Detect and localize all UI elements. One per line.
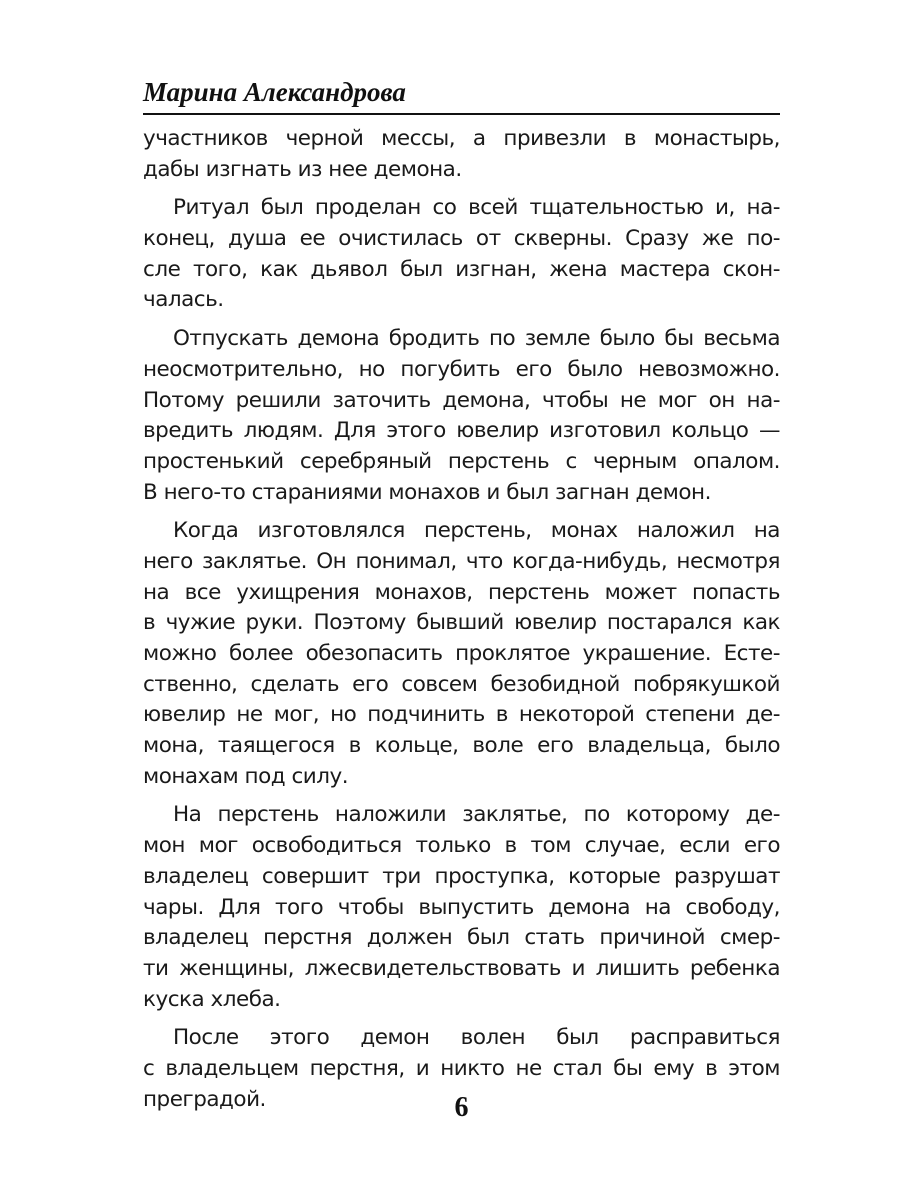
paragraph [143,124,780,185]
text-line: владелец перстня должен был стать причиной смер- [143,925,780,951]
text-line: чалась. [143,287,224,313]
text-line: вредить людям. Для этого ювелир изготовил кольцо — [143,418,780,444]
text-line: Отпускать демона бродить по земле было бы весьма [173,326,780,352]
running-head-author: Марина Александрова [143,77,406,107]
text-line: ственно, сделать его совсем безобидной побрякушкой [143,671,780,697]
text-line: На перстень наложили заклятье, по которому де- [173,802,780,828]
text-line: в чужие руки. Поэтому бывший ювелир постарался как [143,610,780,636]
book-page [143,0,780,1200]
text-line: него заклятье. Он понимал, что когда-нибудь, несмотря [143,548,780,574]
text-line: участников черной мессы, а привезли в монастырь, [143,126,780,151]
text-line: мона, таящегося в кольце, воле его владельца, было [143,733,780,759]
text-line: на все ухищрения монахов, перстень может попасть [143,579,780,605]
text-line: дабы изгнать из нее демона. [143,156,462,182]
text-line: владелец совершит три проступка, которые разрушат [143,863,780,889]
text-line: После этого демон волен был расправиться [173,1025,780,1051]
body-text [143,124,780,1123]
paragraph [143,516,780,792]
paragraph [143,324,780,508]
paragraph [143,193,780,316]
paragraph [143,800,780,1015]
text-line: Когда изготовлялся перстень, монах наложил на [173,518,780,544]
header-rule [143,113,780,115]
text-line: Ритуал был проделан со всей тщательностью и, на- [173,195,780,221]
text-line: чары. Для того чтобы выпустить демона на свободу, [143,894,780,920]
text-line: ти женщины, лжесвидетельствовать и лишить ребенка [143,955,780,981]
text-line: можно более обезопасить проклятое украшение. Есте- [143,641,780,666]
text-line: с владельцем перстня, и никто не стал бы ему в этом [143,1055,780,1081]
text-line: куска хлеба. [143,986,281,1012]
page-number: 6 [454,1092,469,1123]
text-line: ювелир не мог, но подчинить в некоторой степени де- [143,702,780,728]
text-line: конец, душа ее очистилась от скверны. Сразу же по- [143,226,780,252]
text-line: простенький серебряный перстень с черным опалом. [143,448,780,474]
text-line: мон мог освободиться только в том случае, если его [143,833,780,859]
text-line: преградой. [143,1086,266,1112]
text-line: В него-то стараниями монахов и был загнан демон. [143,479,711,505]
text-line: сле того, как дьявол был изгнан, жена мастера скон- [143,256,780,282]
text-line: неосмотрительно, но погубить его было невозможно. [143,356,780,382]
text-line: монахам под силу. [143,763,349,789]
text-line: Потому решили заточить демона, чтобы не мог он на- [143,387,780,413]
